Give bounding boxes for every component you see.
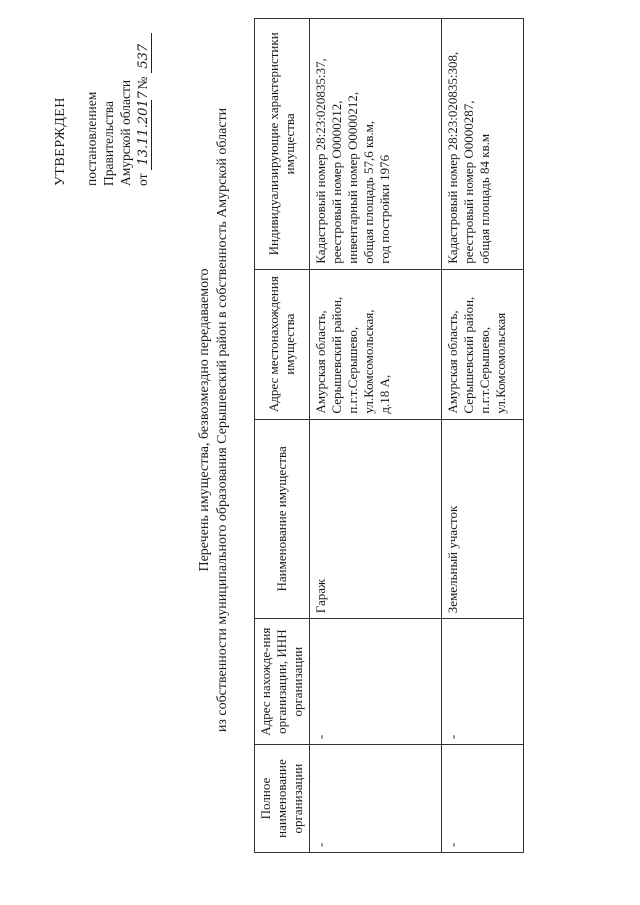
cell-characteristics [442, 19, 524, 270]
property-table [254, 18, 524, 853]
header-org-address: Адрес нахожде-ния организации, ИНН организации [255, 619, 310, 745]
characteristic-line: Кадастровый номер 28:23:020835:37, [313, 58, 328, 264]
cell-property-name: Земельный участок [442, 419, 524, 619]
address-line: д.18 А, [377, 374, 392, 414]
address-line: Серышевский район, [461, 296, 476, 414]
table-row [310, 19, 442, 853]
characteristic-line: общая площадь 57,6 кв.м, [361, 120, 376, 264]
header-characteristics: Индивидуализирующие характеристики имущества [255, 19, 310, 270]
decree-number: 537 [137, 33, 152, 73]
cell-org-address: - [310, 619, 442, 745]
cell-org-address: - [442, 619, 524, 745]
cell-property-name: Гараж [310, 419, 442, 619]
address-line: п.г.т.Серышево, [345, 326, 360, 414]
header-org-name: Полное наименование организации [255, 745, 310, 853]
title-line-1: Перечень имущества, безвозмездно передаваемого [197, 268, 212, 572]
address-line: п.г.т.Серышево, [477, 326, 492, 414]
cell-property-address [310, 269, 442, 419]
document-title [196, 85, 232, 755]
address-line: ул.Комсомольская [493, 312, 508, 414]
characteristic-line: год постройки 1976 [377, 154, 392, 264]
number-prefix: № [135, 76, 150, 90]
table-row [442, 19, 524, 853]
address-line: Амурская область, [445, 310, 460, 414]
title-line-2: из собственности муниципального образования Серышевский район в собственность Амурской области [215, 107, 230, 733]
decree-line [134, 6, 152, 186]
characteristic-line: общая площадь 84 кв.м [477, 133, 492, 264]
decree-date: 13.11.2017 [137, 100, 152, 170]
cell-characteristics [310, 19, 442, 270]
header-property-name: Наименование имущества [255, 419, 310, 619]
approval-line-1: постановлением Правительства [84, 91, 116, 186]
header-property-address: Адрес местонахождения имущества [255, 269, 310, 419]
table-header-row [255, 19, 310, 853]
characteristic-line: реестровый номер О0000287, [461, 100, 476, 264]
approval-block [52, 6, 152, 186]
characteristic-line: Кадастровый номер 28:23:020835:308, [445, 51, 460, 264]
approval-title: УТВЕРЖДЕН [53, 97, 68, 186]
cell-org-name: - [310, 745, 442, 853]
address-line: Серышевский район, [329, 296, 344, 414]
cell-org-name: - [442, 745, 524, 853]
address-line: ул.Комсомольская, [361, 309, 376, 414]
characteristic-line: реестровый номер О0000212, [329, 100, 344, 264]
address-line: Амурская область, [313, 310, 328, 414]
approval-line-2: Амурской области [118, 79, 133, 186]
characteristic-line: инвентарный номер О0000212, [345, 91, 360, 264]
cell-property-address [442, 269, 524, 419]
from-prefix: от [135, 173, 150, 186]
